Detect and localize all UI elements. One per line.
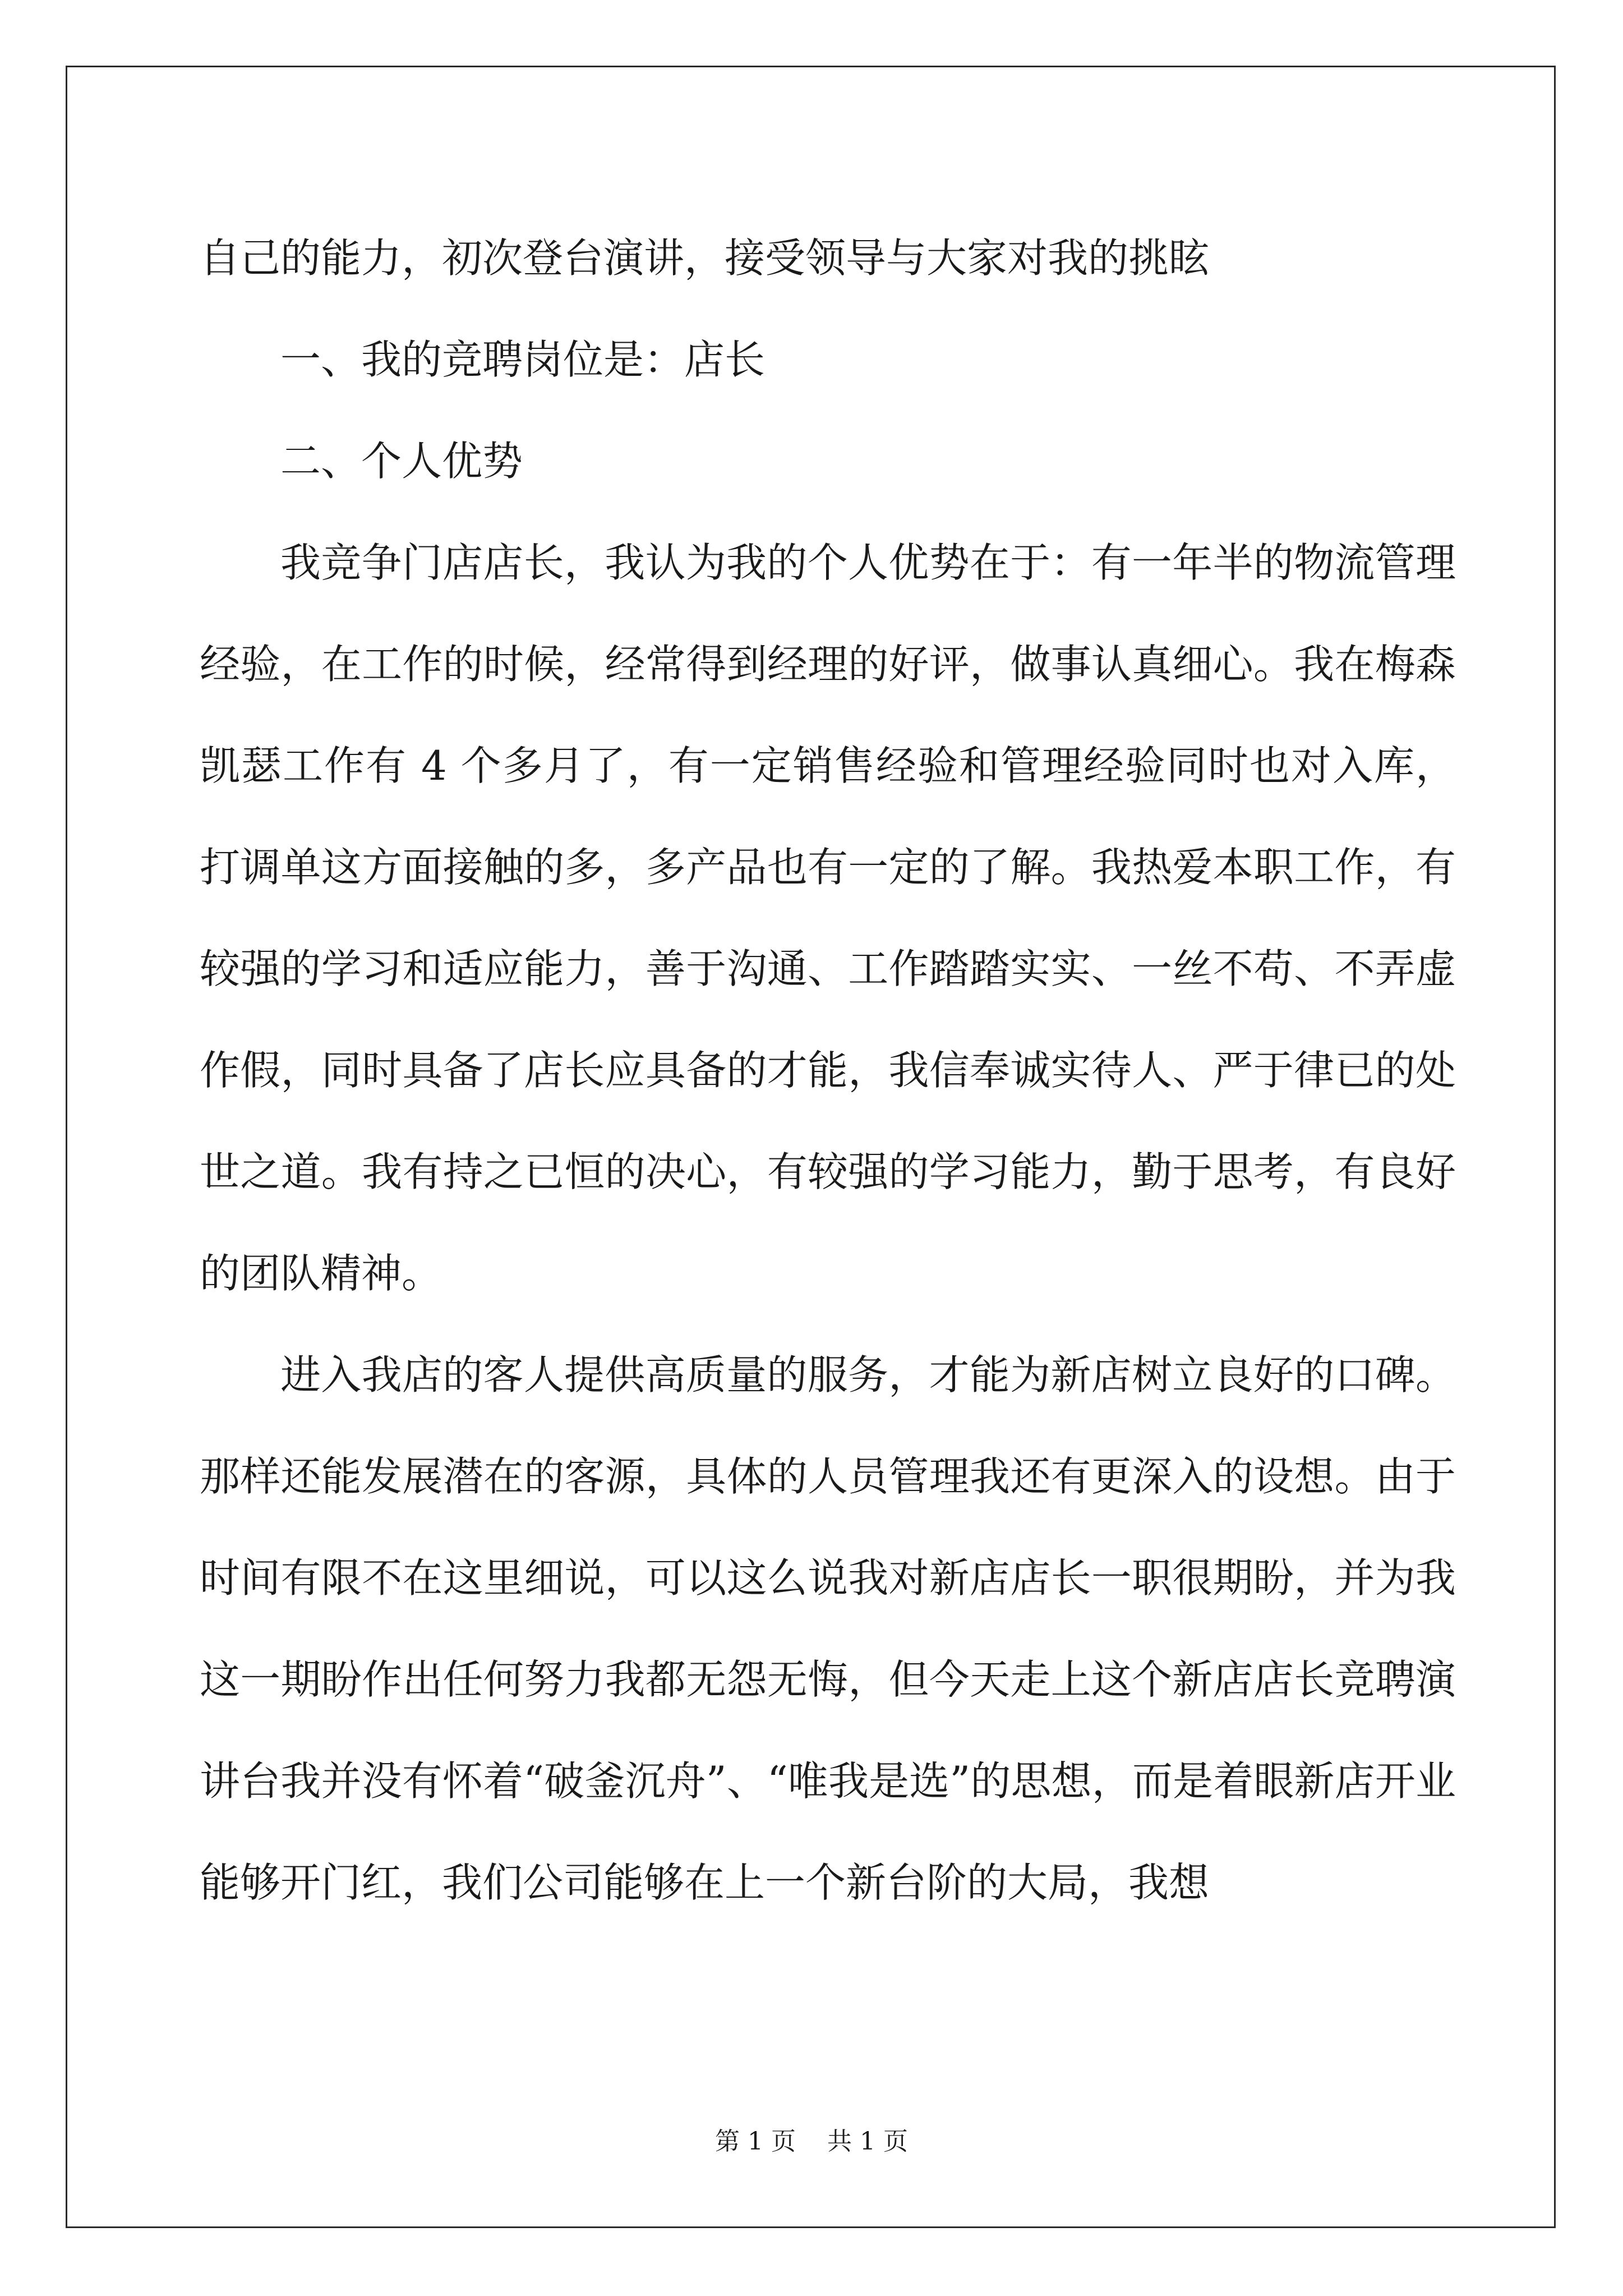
paragraph-3: 二、个人优势 [280,438,523,485]
page-number: 第 1 页 [715,2127,796,2156]
paragraph-2: 一、我的竞聘岗位是：店长 [280,336,766,383]
paragraph-5: 进入我店的客人提供高质量的服务，才能为新店树立良好的口碑。那样还能发展潜在的客源，具体的人员管理我还有更深入的设想。由于时间有限不在这里细说，可以这么说我对新店店长一职很期盼，并为我这一期盼作出任何努力我都无怨无悔，但今天走上这个新店店长竞聘演讲台我并没有怀着“破釜沉舟”、“唯我是选”的思想，而是着眼新店开业能够开门红，我们公司能够在上一个新台阶的大局，我想 [200,1351,1456,1906]
paragraph-4: 我竞争门店店长，我认为我的个人优势在于：有一年半的物流管理经验，在工作的时候，经常得到经理的好评，做事认真细心。我在梅森凯瑟工作有 4 个多月了，有一定销售经验和管理经验同时也对入库，打调单这方面接触的多，多产品也有一定的了解。我热爱本职工作，有较强的学习和适应能力，善于沟通、工作踏踏实实、一丝不苟、不弄虚作假，同时具备了店长应具备的才能，我信奉诚实待人、严于律已的处世之道。我有持之已恒的决心，有较强的学习能力，勤于思考，有良好的团队精神。 [200,539,1456,1297]
document-body [200,208,1456,1934]
paragraph-1: 自己的能力，初次登台演讲，接受领导与大家对我的挑眩 [200,234,1210,282]
page-footer [0,2125,1623,2159]
page-total: 共 1 页 [827,2127,908,2156]
